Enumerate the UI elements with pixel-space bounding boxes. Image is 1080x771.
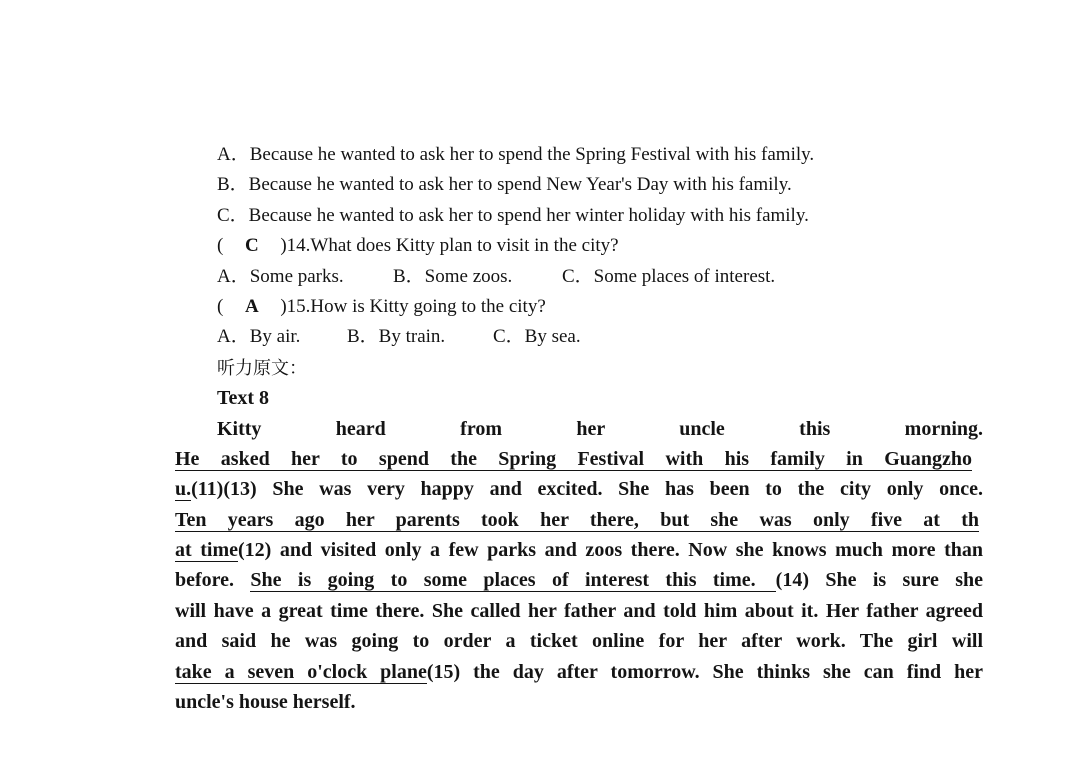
answer-bracket-open: (: [217, 295, 224, 317]
question-15-option-b: B．By train.: [347, 326, 446, 348]
underlined-answer-text: Ten years ago her parents took her there, but she was only five at th: [175, 508, 979, 531]
transcript-line-9: [175, 657, 983, 687]
transcript-line-5: [175, 535, 983, 565]
question-14-option-a: A．Some parks.: [217, 265, 344, 287]
underlined-answer-text: u.: [175, 478, 192, 501]
question-15-prompt: )15.How is Kitty going to the city?: [280, 295, 546, 317]
underlined-answer-text: She is going to some places of interest this time.: [250, 569, 775, 592]
question-14-option-b: B．Some zoos.: [393, 265, 513, 287]
transcript-line-4: [175, 505, 983, 535]
transcript-text: and said he was going to order a ticket online for her after work. The girl will: [175, 630, 983, 653]
transcript-text: Kitty heard from her uncle this morning.: [217, 417, 983, 440]
question-14-options: [175, 262, 983, 292]
transcript-text: (15) the day after tomorrow. She thinks she can find her: [426, 660, 983, 683]
question-13-option-c: C．Because he wanted to ask her to spend her winter holiday with his family.: [217, 204, 809, 226]
question-15-answer: A: [244, 295, 259, 317]
transcript-line-10: [175, 687, 983, 717]
underlined-answer-text: He asked her to spend the Spring Festival with his family in Guangzho: [175, 447, 972, 470]
transcript-text: will have a great time there. She called her father and told him about it. Her father agreed: [175, 599, 983, 622]
transcript-line-2: [175, 444, 983, 474]
question-14-option-c: C．Some places of interest.: [562, 265, 776, 287]
transcript-heading: 听力原文：: [217, 357, 307, 378]
question-15-option-c: C．By sea.: [493, 326, 581, 348]
question-15-options: [175, 322, 983, 352]
transcript-line-1: [175, 414, 983, 444]
transcript-title: Text 8: [217, 387, 270, 410]
underlined-answer-text: take a seven o'clock plane: [175, 660, 427, 683]
transcript-line-6: [175, 565, 983, 595]
transcript-text: uncle's house herself.: [175, 691, 356, 714]
question-14-prompt: )14.What does Kitty plan to visit in the city?: [280, 235, 619, 257]
transcript-line-3: [175, 474, 983, 504]
question-13-option-b: B．Because he wanted to ask her to spend New Year's Day with his family.: [217, 174, 792, 196]
answer-bracket-open: (: [217, 235, 224, 257]
transcript-text: (11)(13) She was very happy and excited. She has been to the city only once.: [191, 478, 983, 501]
question-14-line: [175, 231, 983, 261]
question-13-option-a: A．Because he wanted to ask her to spend the Spring Festival with his family.: [217, 144, 815, 165]
transcript-text: (12) and visited only a few parks and zoos there. Now she knows much more than: [237, 539, 983, 562]
transcript-line-8: [175, 626, 983, 656]
transcript-text: before.: [175, 569, 251, 592]
question-14-answer: C: [244, 235, 259, 257]
document-page: [175, 140, 983, 717]
transcript-line-7: [175, 596, 983, 626]
question-15-line: [175, 292, 983, 322]
transcript-text: (14) She is sure she: [775, 569, 983, 592]
question-15-option-a: A．By air.: [217, 326, 301, 348]
underlined-answer-text: at time: [175, 539, 238, 562]
